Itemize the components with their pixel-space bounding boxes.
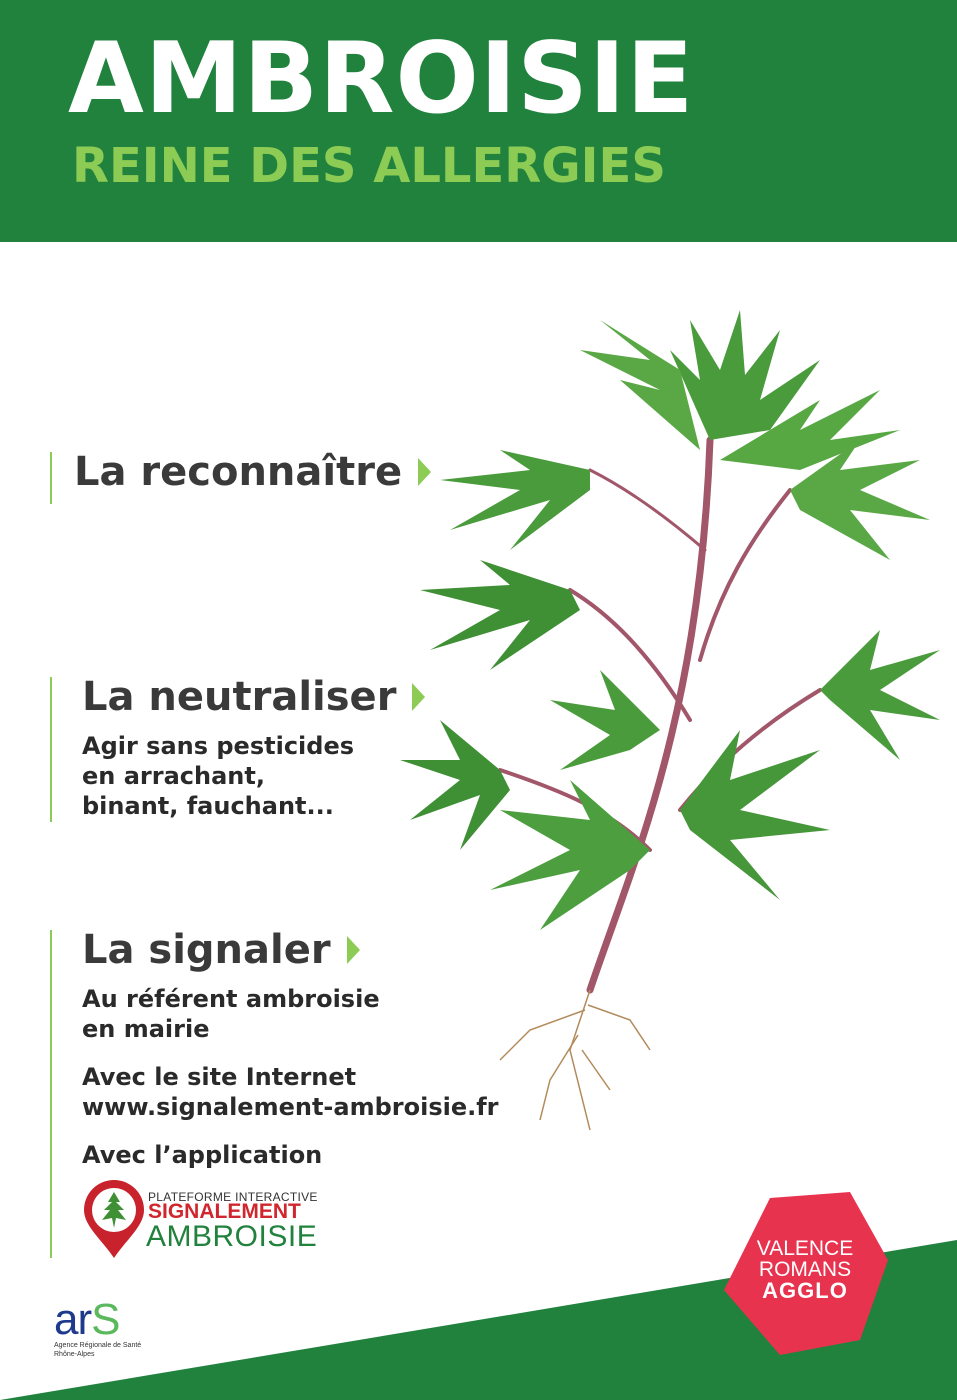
app-logo-ambroisie: AMBROISIE [146,1220,318,1253]
valence-romans-agglo-logo [720,1190,890,1360]
app-logo-tagline: PLATEFORME INTERACTIVE [148,1190,318,1204]
ars-logo-name: Agence Régionale de Santé [54,1342,142,1349]
section-heading-text: La signaler [82,927,331,973]
arrow-right-icon [418,458,431,486]
ars-logo-mark: arS [54,1295,120,1344]
arrow-right-icon [347,936,360,964]
report-mairie-text: Au référent ambroisie en mairie [82,985,380,1043]
app-logo-signalement: SIGNALEMENT [148,1200,301,1223]
page-title: AMBROISIE [68,22,695,136]
report-app-text: Avec l’application [82,1141,323,1169]
ars-logo-region: Rhône-Alpes [54,1351,95,1358]
agglo-logo-text: VALENCE ROMANS AGGLO [756,1237,854,1303]
section-neutralize [50,674,425,822]
header-banner [0,0,957,242]
report-website-text: Avec le site Internet www.signalement-ambroisie.fr [82,1063,499,1121]
page-subtitle: REINE DES ALLERGIES [72,138,666,194]
arrow-right-icon [412,683,425,711]
section-heading-text: La neutraliser [82,674,397,720]
ars-logo [54,1295,164,1368]
section-heading [74,449,431,495]
section-heading [82,674,425,720]
section-heading [82,927,499,973]
section-recognize [50,449,431,504]
section-heading-text: La reconnaître [74,449,403,495]
section-description: Agir sans pesticides en arrachant, binant, fauchant... [82,732,355,820]
